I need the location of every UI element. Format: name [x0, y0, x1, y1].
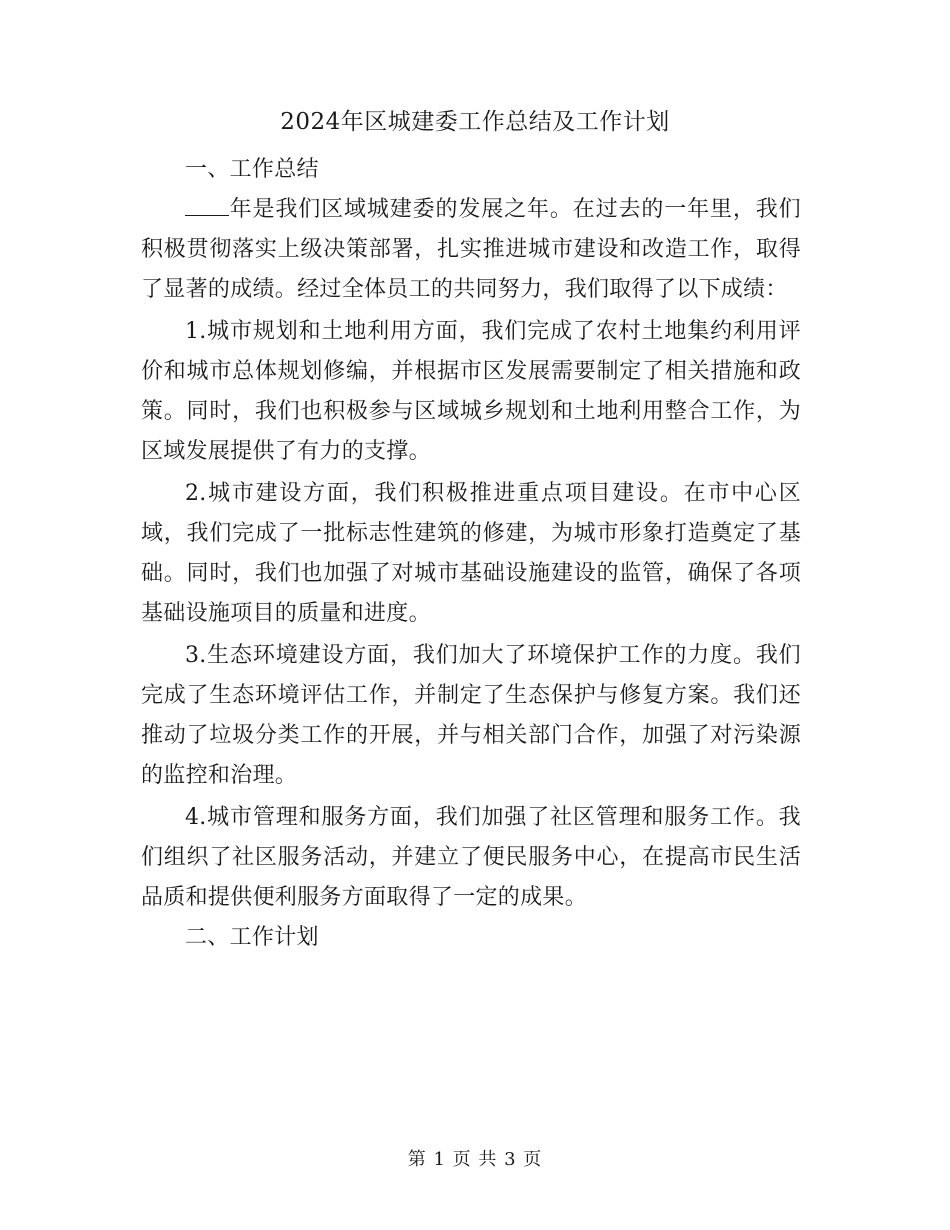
- summary-item-3: 3.生态环境建设方面，我们加大了环境保护工作的力度。我们完成了生态环境评估工作，并制定了生态保护与修复方案。我们还推动了垃圾分类工作的开展，并与相关部门合作，加强了对污染源的监控和治理。: [141, 643, 801, 788]
- intro-text: 年是我们区域城建委的发展之年。在过去的一年里，我们积极贯彻落实上级决策部署，扎实推进城市建设和改造工作，取得了显著的成绩。经过全体员工的共同努力，我们取得了以下成绩：: [141, 197, 801, 302]
- page-footer: 第 1 页 共 3 页: [407, 1149, 543, 1170]
- section-heading-plan: 二、工作计划: [185, 925, 319, 950]
- blank-year-field: [185, 197, 229, 216]
- intro-paragraph: [141, 190, 801, 310]
- section-heading-summary: 一、工作总结: [185, 157, 319, 182]
- summary-item-4: 4.城市管理和服务方面，我们加强了社区管理和服务工作。我们组织了社区服务活动，并建立了便民服务中心，在提高市民生活品质和提供便利服务方面取得了一定的成果。: [141, 805, 801, 910]
- summary-item-2: 2.城市建设方面，我们积极推进重点项目建设。在市中心区域，我们完成了一批标志性建筑的修建，为城市形象打造奠定了基础。同时，我们也加强了对城市基础设施建设的监管，确保了各项基础设施项目的质量和进度。: [141, 481, 801, 626]
- document-body: [141, 150, 801, 958]
- summary-item-1: 1.城市规划和土地利用方面，我们完成了农村土地集约利用评价和城市总体规划修编，并根据市区发展需要制定了相关措施和政策。同时，我们也积极参与区域城乡规划和土地利用整合工作，为区域发展提供了有力的支撑。: [141, 319, 801, 464]
- document-title: 2024年区城建委工作总结及工作计划: [280, 109, 670, 135]
